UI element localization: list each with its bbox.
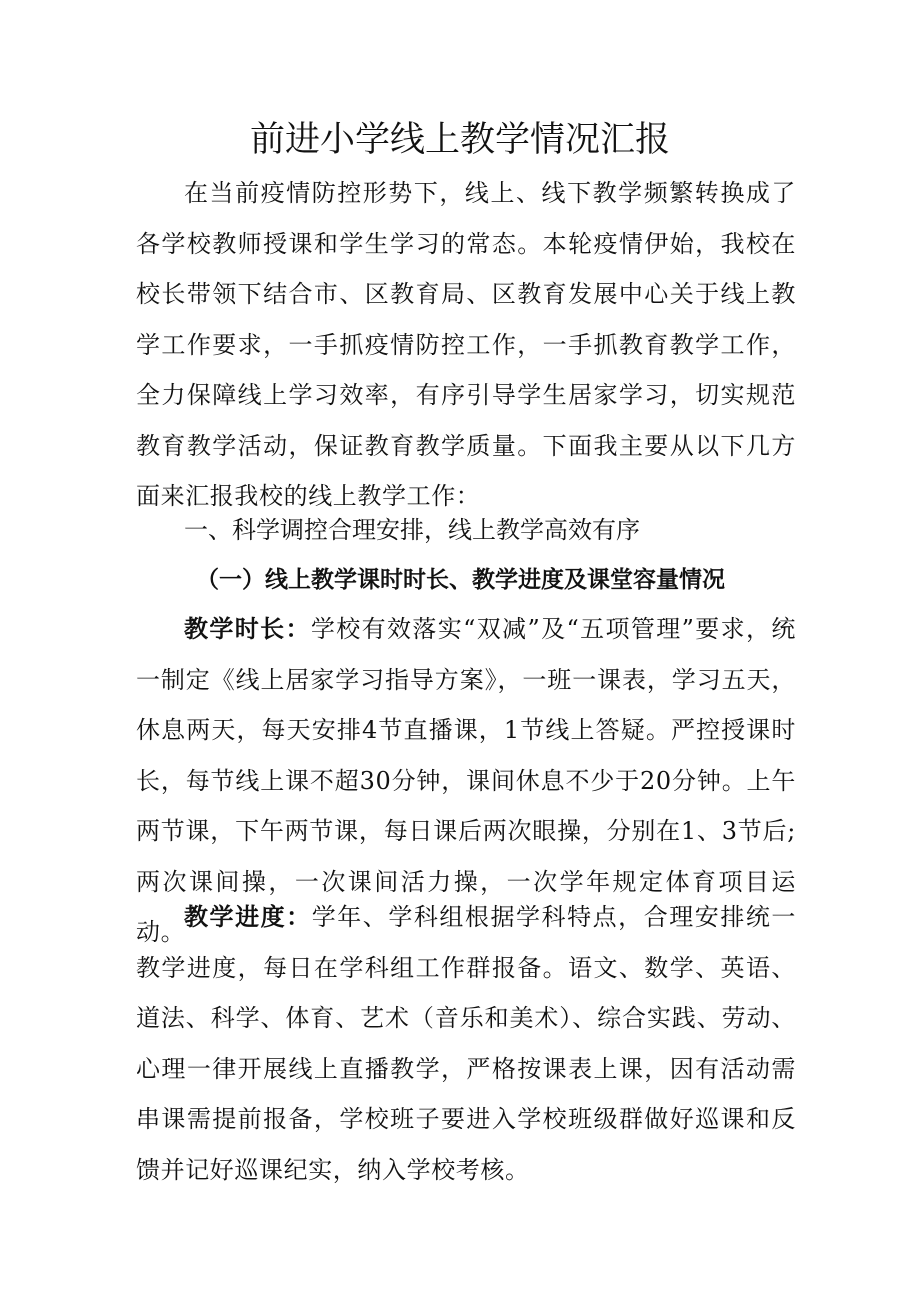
teaching-duration-lead: 教学时长：	[184, 615, 311, 643]
subsection-heading: （一）线上教学课时时长、教学进度及课堂容量情况	[196, 567, 725, 593]
teaching-duration-text: 学校有效落实“双减”及“五项管理”要求，统一制定《线上居家学习指导方案》，一班一课表，学习五天，休息两天，每天安排4节直播课，1节线上答疑。严控授课时长，每节线上课不超30分钟，课间休息不少于20分钟。上午两节课，下午两节课，每日课后两次眼操，分别在1、3节后;两次课间操，一次课间活力操，一次学年规定体育项目运动。	[136, 615, 797, 946]
section-heading: 一、科学调控合理安排，线上教学高效有序	[184, 516, 640, 544]
teaching-progress-paragraph	[136, 892, 796, 1195]
teaching-progress-lead: 教学进度：	[184, 903, 312, 931]
teaching-progress-text: 学年、学科组根据学科特点，合理安排统一教学进度，每日在学科组工作群报备。语文、数学、英语、道法、科学、体育、艺术（音乐和美术）、综合实践、劳动、心理一律开展线上直播教学，严格按课表上课，因有活动需串课需提前报备，学校班子要进入学校班级群做好巡课和反馈并记好巡课纪实，纳入学校考核。	[136, 903, 797, 1184]
intro-paragraph: 在当前疫情防控形势下，线上、线下教学频繁转换成了各学校教师授课和学生学习的常态。本轮疫情伊始，我校在校长带领下结合市、区教育局、区教育发展中心关于线上教学工作要求，一手抓疫情防控工作，一手抓教育教学工作，全力保障线上学习效率，有序引导学生居家学习，切实规范教育教学活动，保证教育教学质量。下面我主要从以下几方面来汇报我校的线上教学工作：	[136, 179, 796, 510]
document-title: 前进小学线上教学情况汇报	[249, 120, 670, 160]
